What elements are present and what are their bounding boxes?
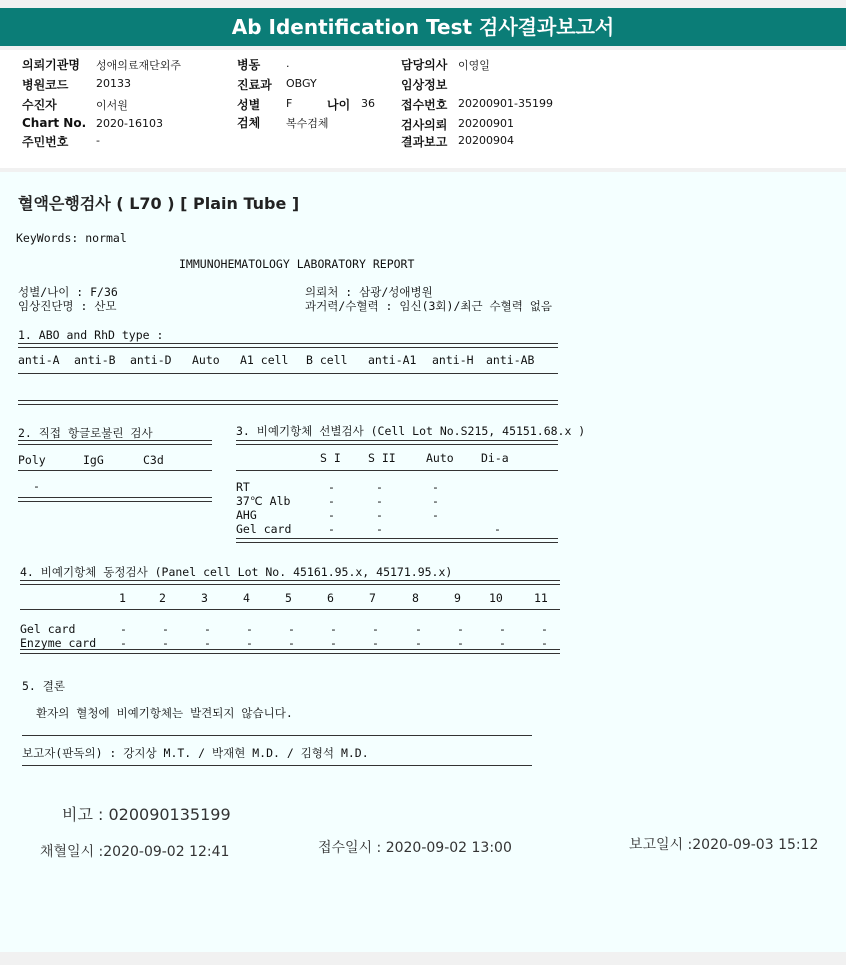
lab-report-title: IMMUNOHEMATOLOGY LABORATORY REPORT [179, 257, 415, 271]
abo-col-header: anti-B [74, 353, 116, 367]
panel-cell: - [457, 622, 464, 636]
abo-col-header: A1 cell [240, 353, 289, 367]
section-1-rule-top [18, 343, 558, 348]
receipt-no-label: 접수번호 [401, 98, 448, 112]
section-2-title: 2. 직접 항글로불린 검사 [18, 426, 153, 440]
panel-cell: - [120, 636, 127, 650]
keywords: KeyWords: normal [16, 231, 127, 245]
screen-cell: - [376, 494, 383, 508]
panel-row-label: Gel card [20, 622, 76, 636]
abo-col-header: anti-D [130, 353, 172, 367]
conclusion-text: 환자의 혈청에 비예기항체는 발견되지 않습니다. [36, 706, 293, 720]
screen-row-label: 37℃ Alb [236, 494, 291, 508]
screen-cell: - [328, 508, 335, 522]
section-1-rule-bottom [18, 400, 558, 405]
chart-no-value: 2020-16103 [96, 117, 163, 130]
screen-col-header: S II [368, 451, 396, 465]
panel-cell: - [330, 622, 337, 636]
specimen-label: 검체 [237, 116, 261, 130]
history: 과거력/수혈력 : 임신(3회)/최근 수혈력 없음 [305, 299, 552, 313]
result-report-label: 결과보고 [401, 135, 448, 149]
patient-info-panel [0, 50, 846, 168]
panel-col-header: 8 [412, 591, 419, 605]
patient-value: 이서원 [96, 99, 128, 112]
section-4-rule-top [20, 580, 560, 585]
screen-cell: - [432, 494, 439, 508]
test-request-label: 검사의뢰 [401, 118, 448, 132]
screen-cell: - [432, 508, 439, 522]
remark: 비고 : 020090135199 [62, 805, 231, 824]
abo-col-header: anti-AB [486, 353, 535, 367]
institution-label: 의뢰기관명 [22, 58, 80, 72]
specimen-value: 복수검체 [286, 117, 329, 130]
reporter-rule [22, 765, 532, 766]
abo-col-header: anti-A1 [368, 353, 417, 367]
sex-label: 성별 [237, 98, 261, 112]
report-title: Ab Identification Test 검사결과보고서 [231, 15, 615, 39]
panel-cell: - [499, 636, 506, 650]
report-body [0, 172, 846, 952]
panel-col-header: 10 [489, 591, 503, 605]
screen-col-header: S I [320, 451, 341, 465]
resident-no-value: - [96, 134, 100, 147]
panel-cell: - [288, 622, 295, 636]
sex-age: 성별/나이 : F/36 [18, 285, 118, 299]
department-label: 진료과 [237, 78, 272, 92]
abo-col-header: Auto [192, 353, 220, 367]
hospital-code-value: 20133 [96, 77, 131, 90]
doctor-value: 이영일 [458, 59, 490, 72]
panel-cell: - [162, 636, 169, 650]
dat-col-header: IgG [83, 453, 104, 467]
reporter: 보고자(판독의) : 강지상 M.T. / 박재현 M.D. / 김형석 M.D. [22, 746, 369, 760]
section-4-rule-mid [20, 609, 560, 610]
screen-cell: - [376, 508, 383, 522]
panel-col-header: 1 [119, 591, 126, 605]
panel-col-header: 3 [201, 591, 208, 605]
section-3-rule-top [236, 440, 558, 445]
collected-datetime: 채혈일시 :2020-09-02 12:41 [40, 844, 230, 860]
section-3-rule-bottom [236, 538, 558, 543]
section-4-rule-bottom [20, 649, 560, 654]
section-2-rule-mid [18, 470, 212, 471]
patient-label: 수진자 [22, 98, 57, 112]
clinical-diagnosis: 임상진단명 : 산모 [18, 299, 117, 313]
screen-cell: - [328, 494, 335, 508]
department-value: OBGY [286, 77, 317, 90]
dat-col-header: C3d [143, 453, 164, 467]
panel-cell: - [372, 622, 379, 636]
screen-cell: - [432, 480, 439, 494]
age-label: 나이 [327, 98, 351, 112]
panel-cell: - [415, 636, 422, 650]
section-2-result: - [33, 479, 40, 493]
panel-cell: - [457, 636, 464, 650]
dat-col-header: Poly [18, 453, 46, 467]
referral: 의뢰처 : 삼광/성애병원 [305, 285, 433, 299]
panel-cell: - [246, 622, 253, 636]
section-5-title: 5. 결론 [22, 679, 65, 693]
chart-no-label: Chart No. [22, 116, 87, 130]
panel-col-header: 4 [243, 591, 250, 605]
screen-row-label: RT [236, 480, 250, 494]
panel-cell: - [162, 622, 169, 636]
screen-row-label: AHG [236, 508, 257, 522]
reported-datetime: 보고일시 :2020-09-03 15:12 [629, 837, 819, 853]
clinical-info-label: 임상정보 [401, 78, 448, 92]
screen-cell: - [376, 480, 383, 494]
section-1-title: 1. ABO and RhD type : [18, 328, 164, 342]
abo-col-header: anti-H [432, 353, 474, 367]
screen-cell: - [494, 522, 501, 536]
hospital-code-label: 병원코드 [22, 78, 69, 92]
panel-cell: - [372, 636, 379, 650]
institution-value: 성애의료재단외주 [96, 59, 182, 72]
abo-col-header: anti-A [18, 353, 60, 367]
panel-cell: - [204, 636, 211, 650]
panel-row-label: Enzyme card [20, 636, 97, 650]
panel-col-header: 11 [534, 591, 548, 605]
screen-cell: - [328, 480, 335, 494]
doctor-label: 담당의사 [401, 58, 448, 72]
ward-value: . [286, 57, 290, 70]
panel-col-header: 6 [327, 591, 334, 605]
panel-cell: - [541, 636, 548, 650]
panel-col-header: 5 [285, 591, 292, 605]
panel-cell: - [415, 622, 422, 636]
panel-col-header: 2 [159, 591, 166, 605]
abo-col-header: B cell [306, 353, 348, 367]
panel-col-header: 7 [369, 591, 376, 605]
sex-value: F [286, 97, 293, 110]
received-datetime: 접수일시 : 2020-09-02 13:00 [318, 840, 512, 856]
section-2-rule-bottom [18, 497, 212, 502]
panel-cell: - [204, 622, 211, 636]
panel-cell: - [541, 622, 548, 636]
panel-cell: - [246, 636, 253, 650]
resident-no-label: 주민번호 [22, 135, 69, 149]
screen-cell: - [376, 522, 383, 536]
age-value: 36 [361, 97, 375, 110]
test-request-value: 20200901 [458, 117, 514, 130]
panel-cell: - [120, 622, 127, 636]
panel-col-header: 9 [454, 591, 461, 605]
section-3-rule-mid [236, 470, 558, 471]
screen-cell: - [328, 522, 335, 536]
ward-label: 병동 [237, 58, 261, 72]
panel-cell: - [330, 636, 337, 650]
screen-row-label: Gel card [236, 522, 292, 536]
report-heading: 혈액은행검사 ( L70 ) [ Plain Tube ] [18, 194, 300, 213]
section-2-rule-top [18, 440, 212, 445]
receipt-no-value: 20200901-35199 [458, 97, 553, 110]
section-1-rule-mid [18, 373, 558, 374]
section-3-title: 3. 비예기항체 선별검사 (Cell Lot No.S215, 45151.68.x ) [236, 424, 586, 438]
result-report-value: 20200904 [458, 134, 514, 147]
panel-cell: - [499, 622, 506, 636]
screen-col-header: Di-a [481, 451, 509, 465]
panel-cell: - [288, 636, 295, 650]
screen-col-header: Auto [426, 451, 454, 465]
conclusion-rule [22, 735, 532, 736]
section-4-title: 4. 비예기항체 동정검사 (Panel cell Lot No. 45161.95.x, 45171.95.x) [20, 565, 453, 579]
